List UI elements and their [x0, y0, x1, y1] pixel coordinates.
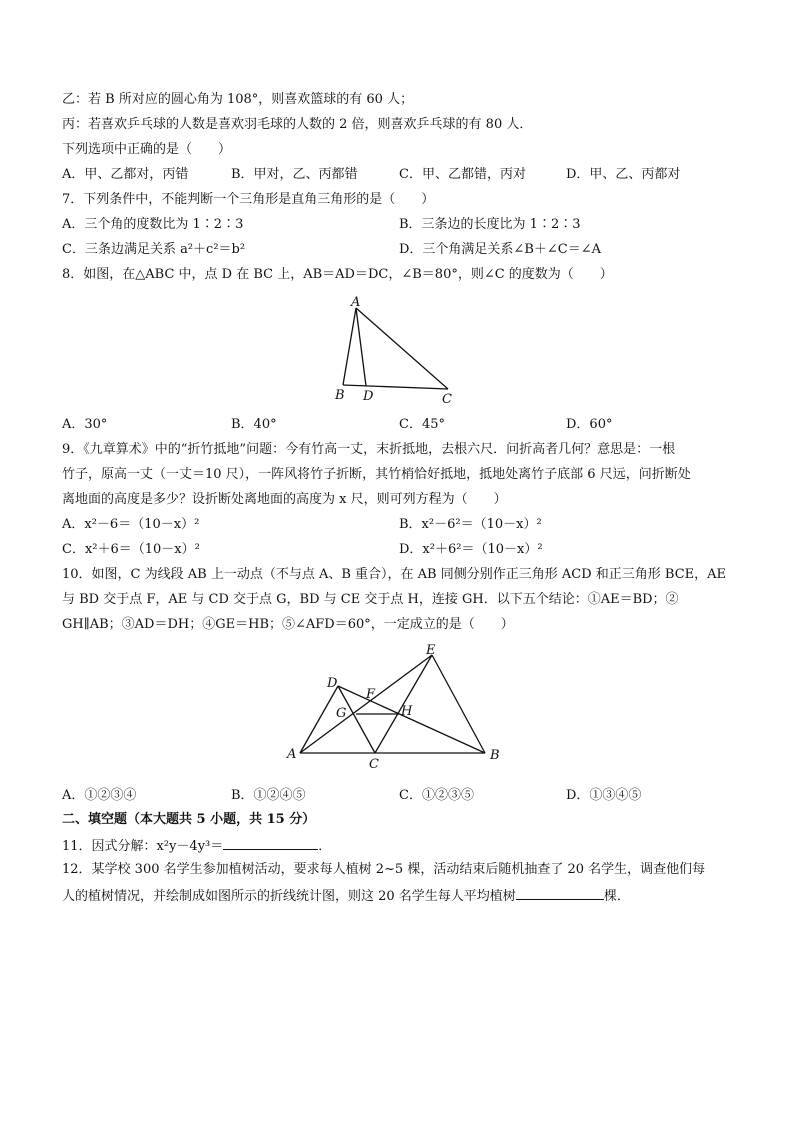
q9-stem-line2: 竹子，原高一丈（一丈＝10 尺），一阵风将竹子折断，其竹梢恰好抵地，抵地处离竹子底部 6 尺远，问折断处: [62, 467, 691, 482]
q7-option-d[interactable]: D．三个角满足关系∠B＋∠C＝∠A: [399, 242, 601, 257]
q8-label-c: C: [442, 392, 452, 407]
q10-stem-line2: 与 BD 交于点 F，AE 与 CD 交于点 G，BD 与 CE 交于点 H，连接 GH．以下五个结论：①AE＝BD；②: [62, 592, 679, 607]
q6-statement-bing: 丙：若喜欢乒乓球的人数是喜欢羽毛球的人数的 2 倍，则喜欢乒乓球的有 80 人．: [62, 117, 533, 132]
q10-label-g: G: [336, 706, 347, 721]
q8-option-c[interactable]: C．45°: [399, 417, 445, 432]
q10-label-f: F: [366, 687, 376, 702]
q9-option-b[interactable]: B．x²－6²＝（10－x）²: [399, 517, 542, 532]
q10-label-d: D: [327, 676, 338, 691]
q9-option-d[interactable]: D．x²＋6²＝（10－x）²: [399, 542, 543, 557]
q8-option-a[interactable]: A．30°: [62, 417, 108, 432]
q6-statement-yi: 乙：若 B 所对应的圆心角为 108°，则喜欢篮球的有 60 人；: [62, 92, 414, 107]
q6-option-d[interactable]: D．甲、乙、丙都对: [566, 167, 681, 182]
q9-option-c[interactable]: C．x²＋6＝（10－x）²: [62, 542, 200, 557]
q8-stem: 8．如图，在△ABC 中，点 D 在 BC 上，AB＝AD＝DC，∠B＝80°，则∠C 的度数为（ ）: [62, 267, 613, 282]
q9-stem-line3: 离地面的高度是多少？设折断处离地面的高度为 x 尺，则可列方程为（ ）: [62, 492, 507, 507]
q11-text: 11．因式分解：x²y－4y³＝: [62, 839, 224, 854]
q7-option-a[interactable]: A．三个角的度数比为 1∶2∶3: [62, 217, 244, 232]
q10-label-b: B: [490, 748, 500, 763]
q10-option-d[interactable]: D．①③④⑤: [566, 788, 642, 803]
q10-label-c: C: [369, 757, 379, 772]
q8-option-d[interactable]: D．60°: [566, 417, 613, 432]
q10-equilateral-figure: [282, 642, 514, 772]
q10-label-a: A: [287, 747, 297, 762]
q6-prompt: 下列选项中正确的是（ ）: [62, 142, 232, 157]
q8-triangle-figure: [320, 292, 470, 410]
q7-option-c[interactable]: C．三条边满足关系 a²＋c²＝b²: [62, 242, 246, 257]
q12-line2-text: 人的植树情况，并绘制成如图所示的折线统计图，则这 20 名学生每人平均植树: [62, 889, 516, 904]
q10-option-a[interactable]: A．①②③④: [62, 788, 137, 803]
q10-option-c[interactable]: C．①②③⑤: [399, 788, 474, 803]
q12-end: 棵．: [603, 889, 630, 904]
q10-stem-line1: 10．如图，C 为线段 AB 上一动点（不与点 A、B 重合），在 AB 同侧分别作正三角形 ACD 和正三角形 BCE，AE: [62, 567, 727, 582]
q12-answer-blank[interactable]: [516, 886, 604, 900]
q10-option-b[interactable]: B．①②④⑤: [231, 788, 306, 803]
section-heading-fill-in: 二、填空题（本大题共 5 小题，共 15 分）: [62, 812, 316, 827]
q7-option-b[interactable]: B．三条边的长度比为 1∶2∶3: [399, 217, 581, 232]
q10-label-h: H: [401, 704, 413, 719]
q10-label-e: E: [426, 643, 436, 658]
q8-option-b[interactable]: B．40°: [231, 417, 277, 432]
q9-option-a[interactable]: A．x²－6＝（10－x）²: [62, 517, 200, 532]
q11-end: ．: [318, 839, 332, 854]
q7-stem: 7．下列条件中，不能判断一个三角形是直角三角形的是（ ）: [62, 192, 435, 207]
q6-option-b[interactable]: B．甲对，乙、丙都错: [231, 167, 358, 182]
q11-answer-blank[interactable]: [223, 836, 318, 850]
q8-label-d: D: [363, 389, 374, 404]
q9-stem-line1: 9．《九章算术》中的“折竹抵地”问题：今有竹高一丈，末折抵地，去根六尺．问折高者几何？意思是：一根: [62, 442, 676, 457]
q6-option-a[interactable]: A．甲、乙都对，丙错: [62, 167, 189, 182]
q10-stem-line3: GH∥AB；③AD＝DH；④GE＝HB；⑤∠AFD＝60°，一定成立的是（ ）: [62, 617, 514, 632]
q11-question: [62, 836, 331, 856]
q8-label-a: A: [351, 295, 361, 310]
q12-line2: [62, 886, 630, 906]
q12-line1: 12．某学校 300 名学生参加植树活动，要求每人植树 2~5 棵，活动结束后随机抽查了 20 名学生，调查他们每: [62, 862, 706, 877]
q8-label-b: B: [335, 388, 345, 403]
q6-option-c[interactable]: C．甲、乙都错，丙对: [399, 167, 526, 182]
